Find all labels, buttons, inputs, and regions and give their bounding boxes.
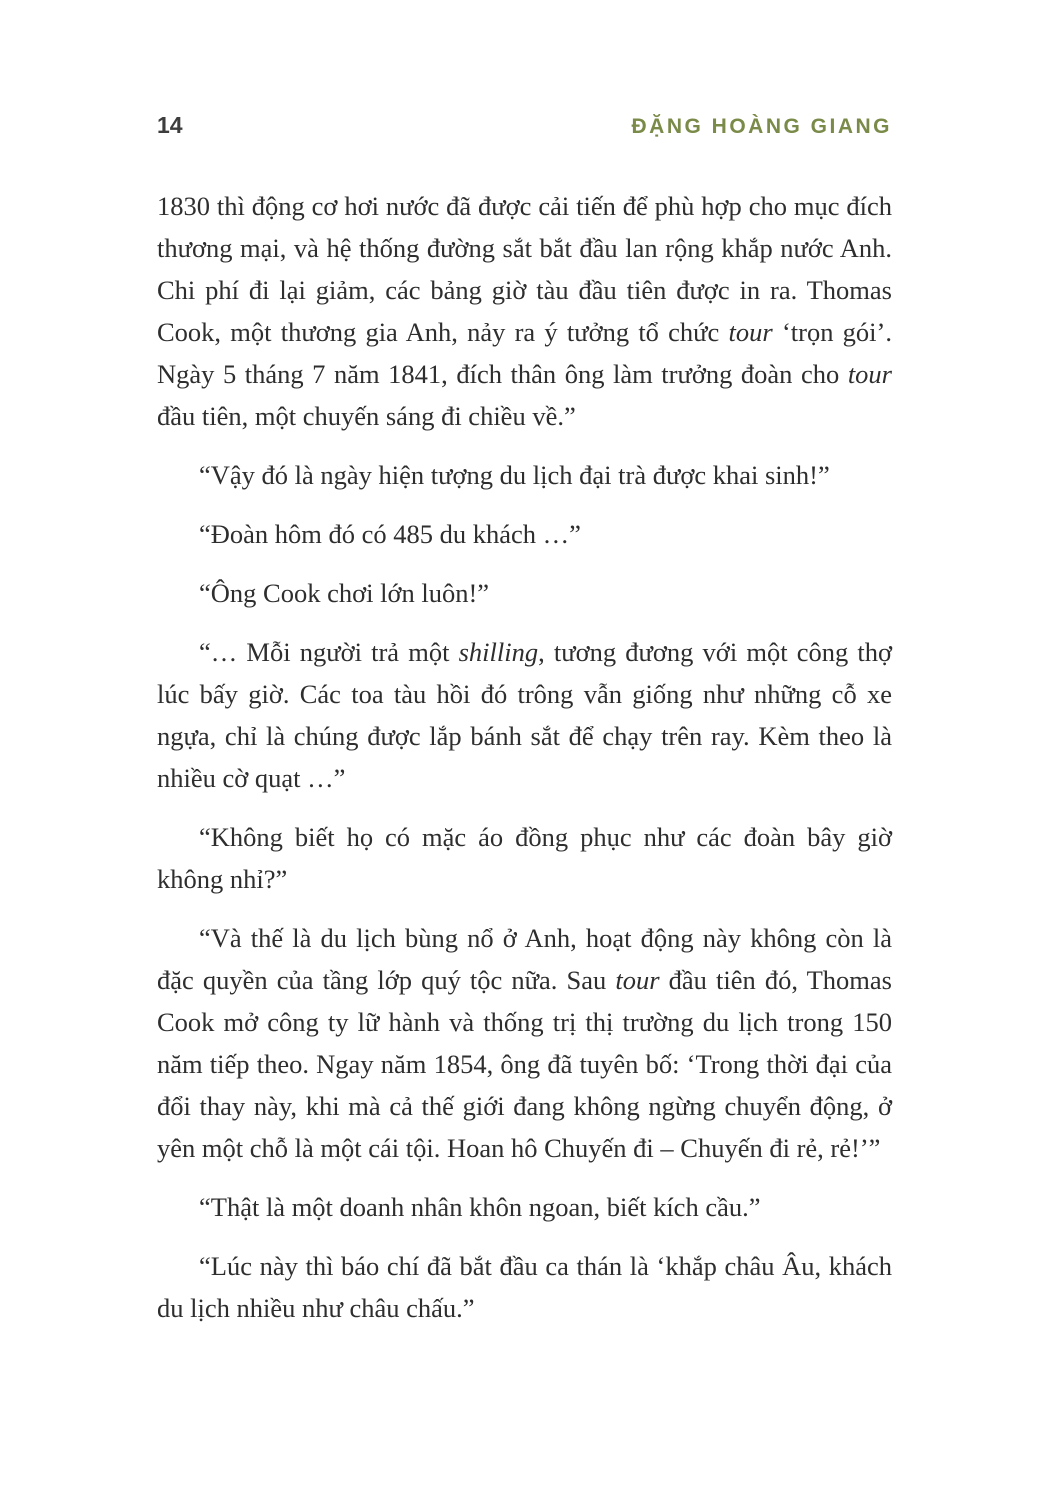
text-segment: 1830 thì động cơ hơi nước đã được cải tiến để phù hợp cho mục đích thương mại, và hệ thống đường sắt bắt đầu lan rộng khắp nước Anh. Chi phí đi lại giảm, các bảng giờ tàu đầu tiên được in ra. Thomas Cook, một thương gia Anh, nảy ra ý tưởng tổ chức bbox=[157, 191, 892, 347]
paragraph bbox=[157, 1245, 892, 1329]
italic-text-segment: shilling bbox=[458, 637, 539, 667]
text-segment: “Đoàn hôm đó có 485 du khách …” bbox=[199, 519, 581, 549]
page-number: 14 bbox=[157, 112, 183, 138]
body-text bbox=[157, 185, 892, 1329]
text-segment: ‘trọn gói’. Ngày 5 tháng 7 năm 1841, đích thân ông làm trưởng đoàn cho bbox=[157, 317, 892, 389]
text-segment: “Ông Cook chơi lớn luôn!” bbox=[199, 578, 490, 608]
text-segment: “Lúc này thì báo chí đã bắt đầu ca thán là ‘khắp châu Âu, khách du lịch nhiều như châu chấu.” bbox=[157, 1251, 892, 1323]
text-segment: “Không biết họ có mặc áo đồng phục như các đoàn bây giờ không nhỉ?” bbox=[157, 822, 892, 894]
italic-text-segment: tour bbox=[847, 359, 892, 389]
header-author: ĐẶNG HOÀNG GIANG bbox=[631, 115, 892, 138]
text-segment: đầu tiên, một chuyến sáng đi chiều về.” bbox=[157, 401, 576, 431]
text-segment: đầu tiên đó, Thomas Cook mở công ty lữ hành và thống trị thị trường du lịch trong 150 năm tiếp theo. Ngay năm 1854, ông đã tuyên bố: ‘Trong thời đại của đổi thay này, khi mà cả thế giới đang không ngừng chuyển động, ở yên một chỗ là một cái tội. Hoan hô Chuyến đi – Chuyến đi rẻ, rẻ!’” bbox=[157, 965, 892, 1163]
italic-text-segment: tour bbox=[615, 965, 660, 995]
paragraph bbox=[157, 454, 892, 496]
text-segment: “Thật là một doanh nhân khôn ngoan, biết kích cầu.” bbox=[199, 1192, 761, 1222]
italic-text-segment: tour bbox=[728, 317, 773, 347]
paragraph bbox=[157, 816, 892, 900]
text-segment: “Và thế là du lịch bùng nổ ở Anh, hoạt động này không còn là đặc quyền của tầng lớp quý tộc nữa. Sau bbox=[157, 923, 892, 995]
paragraph bbox=[157, 1186, 892, 1228]
paragraph bbox=[157, 631, 892, 799]
paragraph bbox=[157, 185, 892, 437]
paragraph bbox=[157, 513, 892, 555]
page-header bbox=[157, 112, 892, 139]
paragraph bbox=[157, 917, 892, 1169]
text-segment: , tương đương với một công thợ lúc bấy giờ. Các toa tàu hồi đó trông vẫn giống như những cỗ xe ngựa, chỉ là chúng được lắp bánh sắt để chạy trên ray. Kèm theo là nhiều cờ quạt …” bbox=[157, 637, 892, 793]
text-segment: “Vậy đó là ngày hiện tượng du lịch đại trà được khai sinh!” bbox=[199, 460, 830, 490]
paragraph bbox=[157, 572, 892, 614]
text-segment: “… Mỗi người trả một bbox=[199, 637, 459, 667]
